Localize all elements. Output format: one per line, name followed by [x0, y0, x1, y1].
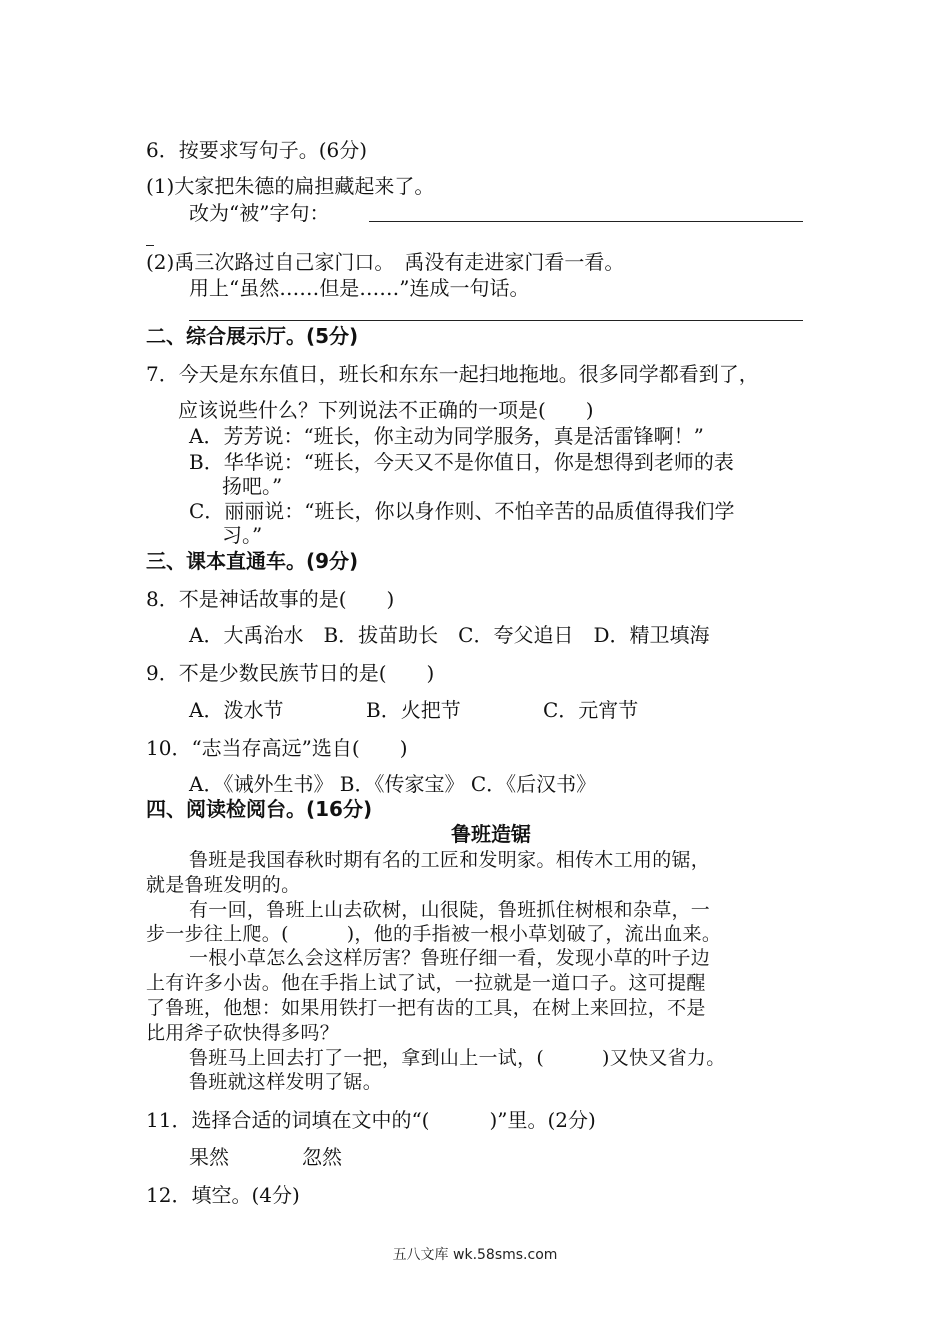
article-line: 就是鲁班发明的。	[146, 874, 301, 896]
article-line: 一根小草怎么会这样厉害？鲁班仔细一看，发现小草的叶子边	[189, 947, 711, 969]
article-line: 比用斧子砍快得多吗？	[146, 1022, 340, 1044]
answer-line-1-overflow	[146, 245, 154, 246]
q11-word-2: 忽然	[302, 1145, 342, 1169]
article-line: 了鲁班，他想：如果用铁打一把有齿的工具，在树上来回拉，不是	[146, 997, 706, 1019]
footer-watermark: 五八文库 wk.58sms.com	[392, 1247, 558, 1263]
q7-option-a: A．芳芳说：“班长，你主动为同学服务，真是活雷锋啊！”	[189, 424, 704, 448]
q10-stem: 10．“志当存高远”选自( )	[146, 736, 408, 760]
q11-word-1: 果然	[189, 1145, 229, 1169]
q12-stem: 12．填空。(4分)	[146, 1183, 300, 1207]
section-4-heading: 四、阅读检阅台。(16分)	[146, 797, 373, 821]
q9-stem: 9．不是少数民族节日的是( )	[146, 661, 435, 685]
q8-stem: 8．不是神话故事的是( )	[146, 587, 395, 611]
q6-title: 6．按要求写句子。(6分)	[146, 138, 368, 162]
article-title: 鲁班造锯	[451, 822, 531, 846]
q9-option-b: B．火把节	[366, 698, 461, 722]
article-line: 上有许多小齿。他在手指上试了试，一拉就是一道口子。这可提醒	[146, 972, 706, 994]
q11-stem: 11．选择合适的词填在文中的“( )”里。(2分)	[146, 1108, 596, 1132]
answer-line-2[interactable]	[189, 320, 803, 321]
q7-stem-line-1: 7．今天是东东值日，班长和东东一起扫地拖地。很多同学都看到了，	[146, 362, 759, 386]
article-line: 鲁班是我国春秋时期有名的工匠和发明家。相传木工用的锯，	[189, 849, 711, 871]
article-line: 步一步往上爬。( )，他的手指被一根小草划破了，流出血来。	[146, 923, 722, 945]
section-2-heading: 二、综合展示厅。(5分)	[146, 324, 359, 348]
q7-option-c: C．丽丽说：“班长，你以身作则、不怕辛苦的品质值得我们学	[189, 499, 735, 523]
q8-options: A．大禹治水 B．拔苗助长 C．夸父追日 D．精卫填海	[189, 623, 710, 647]
q7-option-c-cont: 习。”	[222, 523, 263, 547]
answer-line-1[interactable]	[369, 221, 803, 222]
q10-options: A．《诫外生书》 B．《传家宝》 C．《后汉书》	[189, 772, 597, 796]
article-line: 鲁班马上回去打了一把，拿到山上一试，( )又快又省力。	[189, 1047, 726, 1069]
article-line: 有一回，鲁班上山去砍树，山很陡，鲁班抓住树根和杂草，一	[189, 899, 711, 921]
q7-option-b: B．华华说：“班长，今天又不是你值日，你是想得到老师的表	[189, 450, 734, 474]
section-3-heading: 三、课本直通车。(9分)	[146, 549, 359, 573]
q6-sentence-1: (1)大家把朱德的扁担藏起来了。	[146, 174, 435, 198]
q6-sentence-2: (2)禹三次路过自己家门口。 禹没有走进家门看一看。	[146, 250, 625, 274]
q9-option-a: A．泼水节	[189, 698, 284, 722]
q7-stem-line-2: 应该说些什么？下列说法不正确的一项是( )	[178, 398, 594, 422]
q9-option-c: C．元宵节	[543, 698, 639, 722]
q7-option-b-cont: 扬吧。”	[222, 474, 283, 498]
q6-instruction-1: 改为“被”字句：	[189, 201, 330, 225]
article-line: 鲁班就这样发明了锯。	[189, 1071, 383, 1093]
q6-instruction-2: 用上“虽然……但是……”连成一句话。	[189, 276, 530, 300]
